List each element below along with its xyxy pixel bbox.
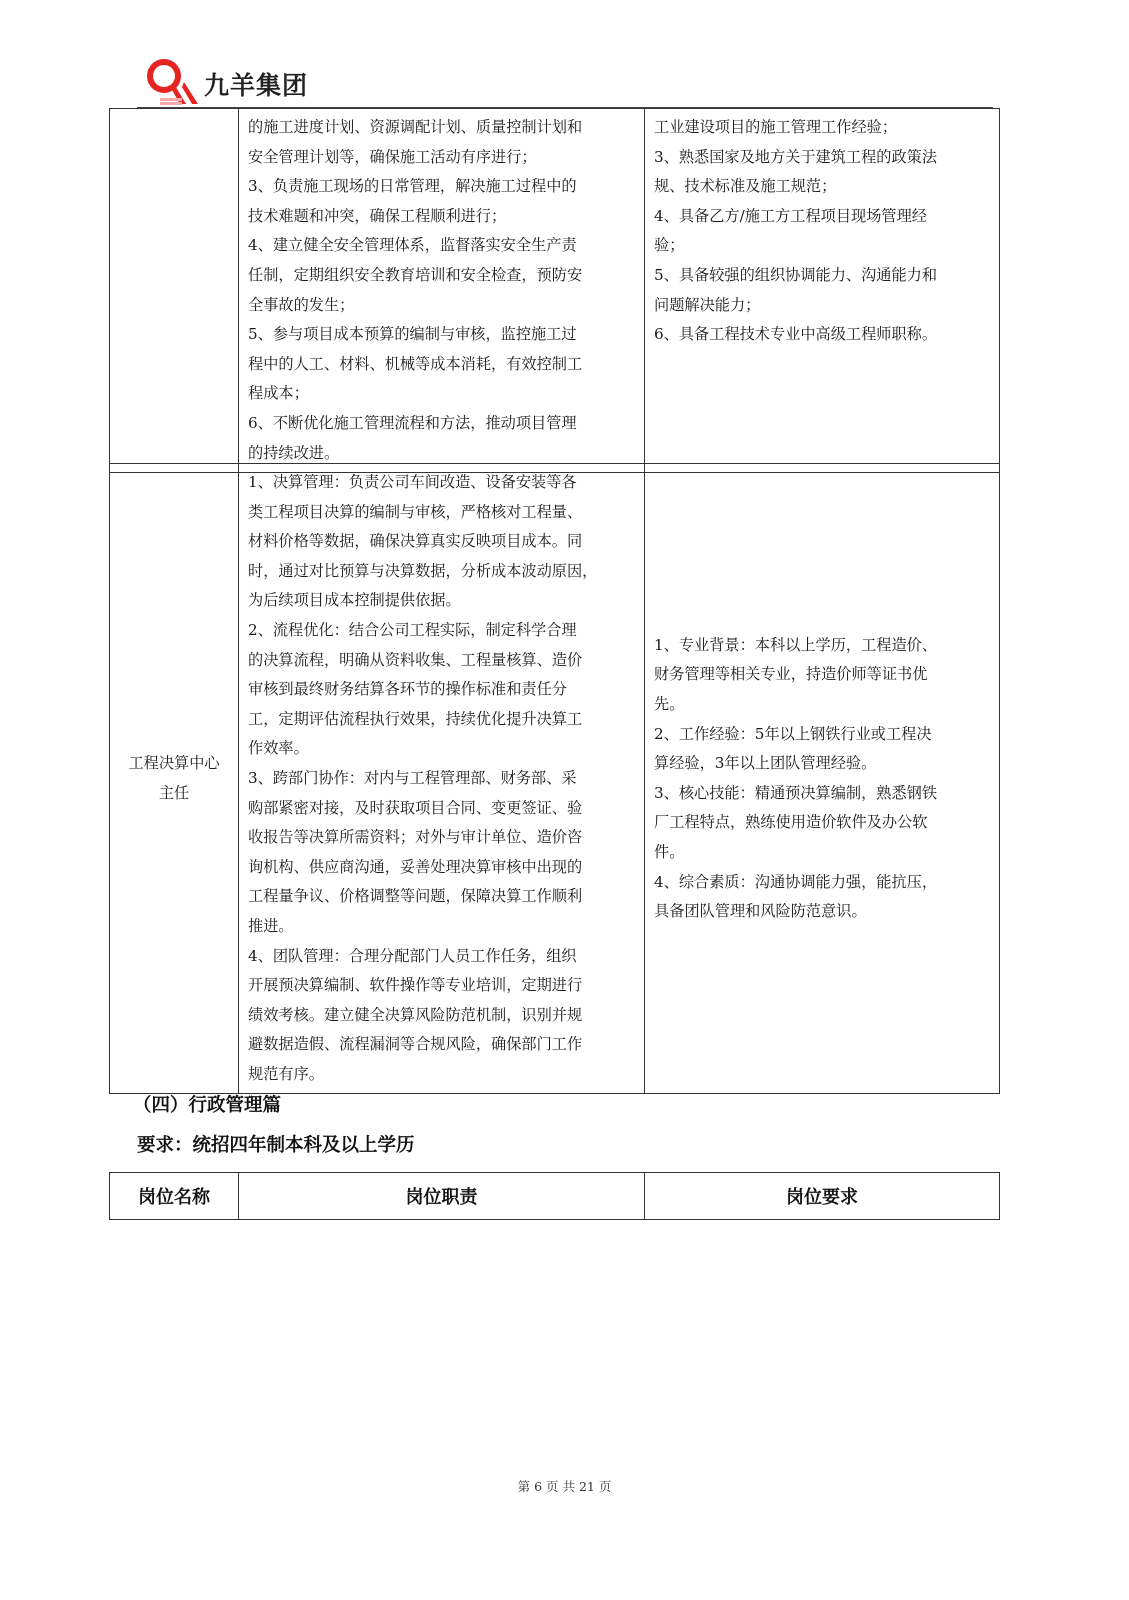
text-line: 规范有序。 <box>248 1064 324 1083</box>
header-requirements: 岗位要求 <box>645 1173 1000 1220</box>
text-line: 的施工进度计划、资源调配计划、质量控制计划和 <box>248 118 583 136</box>
text-line: 6、具备工程技术专业中高级工程师职称。 <box>654 325 938 344</box>
text-line: 作效率。 <box>248 739 309 758</box>
text-line: 5、具备较强的组织协调能力、沟通能力和 <box>654 265 938 284</box>
text-line: 3、熟悉国家及地方关于建筑工程的政策法 <box>654 147 938 166</box>
text-line: 财务管理等相关专业，持造价师等证书优 <box>654 665 928 684</box>
text-line: 审核到最终财务结算各环节的操作标准和责任分 <box>248 680 567 699</box>
text-line: 材料价格等数据，确保决算真实反映项目成本。同 <box>248 532 583 551</box>
table-header-row <box>110 1173 1000 1220</box>
table-row <box>110 109 1000 473</box>
position-name-cell <box>110 109 239 473</box>
text-line: 具备团队管理和风险防范意识。 <box>654 902 867 921</box>
duties-cell <box>239 109 645 473</box>
text-line: 安全管理计划等，确保施工活动有序进行； <box>248 147 537 166</box>
text-line: 4、建立健全安全管理体系，监督落实安全生产责 <box>248 236 577 255</box>
header-position-name: 岗位名称 <box>110 1173 239 1220</box>
text-line: 程中的人工、材料、机械等成本消耗，有效控制工 <box>248 354 583 373</box>
position-name-cell <box>110 464 239 1094</box>
text-line: 工业建设项目的施工管理工作经验； <box>654 118 897 136</box>
text-line: 3、核心技能：精通预决算编制，熟悉钢铁 <box>654 783 938 802</box>
position-name-line: 工程决算中心 <box>128 754 220 773</box>
admin-positions-table-header <box>109 1172 1000 1220</box>
text-line: 1、专业背景：本科以上学历，工程造价、 <box>654 635 938 654</box>
text-line: 程成本； <box>248 384 309 403</box>
page-number: 第 6 页 共 21 页 <box>517 1479 612 1494</box>
text-line: 算经验，3年以上团队管理经验。 <box>654 754 877 773</box>
text-line: 4、具备乙方/施工方工程项目现场管理经 <box>654 206 927 225</box>
page-header <box>140 54 308 108</box>
section-title: （四）行政管理篇 <box>133 1095 282 1116</box>
positions-table-settlement <box>109 463 1000 1094</box>
text-line: 工程量争议、价格调整等问题，保障决算工作顺利 <box>248 887 583 906</box>
header-duties: 岗位职责 <box>239 1173 645 1220</box>
requirements-cell <box>645 464 1000 1094</box>
table-row <box>110 464 1000 1094</box>
positions-table-continued <box>109 108 1000 473</box>
text-line: 问题解决能力； <box>654 295 761 314</box>
text-line: 的持续改进。 <box>248 443 340 462</box>
text-line: 绩效考核。建立健全决算风险防范机制，识别并规 <box>248 1005 583 1024</box>
text-line: 工，定期评估流程执行效果，持续优化提升决算工 <box>248 709 583 728</box>
text-line: 件。 <box>654 842 685 861</box>
text-line: 全事故的发生； <box>248 295 355 314</box>
company-logo-icon <box>140 54 202 108</box>
text-line: 时，通过对比预算与决算数据，分析成本波动原因， <box>248 561 598 580</box>
text-line: 4、团队管理：合理分配部门人员工作任务，组织 <box>248 946 577 965</box>
company-name: 九羊集团 <box>204 71 309 100</box>
text-line: 2、流程优化：结合公司工程实际，制定科学合理 <box>248 620 577 639</box>
duties-cell <box>239 464 645 1094</box>
text-line: 5、参与项目成本预算的编制与审核，监控施工过 <box>248 325 577 344</box>
text-line: 6、不断优化施工管理流程和方法，推动项目管理 <box>248 413 577 432</box>
text-line: 任制，定期组织安全教育培训和安全检查，预防安 <box>248 265 583 284</box>
requirements-cell <box>645 109 1000 473</box>
text-line: 规、技术标准及施工规范； <box>654 177 837 196</box>
text-line: 4、综合素质：沟通协调能力强，能抗压， <box>654 872 938 891</box>
text-line: 2、工作经验：5年以上钢铁行业或工程决 <box>654 724 932 743</box>
text-line: 类工程项目决算的编制与审核，严格核对工程量、 <box>248 502 583 521</box>
text-line: 购部紧密对接，及时获取项目合同、变更签证、验 <box>248 798 583 817</box>
text-line: 询机构、供应商沟通，妥善处理决算审核中出现的 <box>248 857 583 876</box>
text-line: 避数据造假、流程漏洞等合规风险，确保部门工作 <box>248 1035 583 1054</box>
text-line: 为后续项目成本控制提供依据。 <box>248 591 461 610</box>
text-line: 推进。 <box>248 916 294 935</box>
text-line: 3、负责施工现场的日常管理，解决施工过程中的 <box>248 177 577 196</box>
text-line: 收报告等决算所需资料；对外与审计单位、造价咨 <box>248 828 583 847</box>
text-line: 1、决算管理：负责公司车间改造、设备安装等各 <box>248 473 577 491</box>
text-line: 3、跨部门协作：对内与工程管理部、财务部、采 <box>248 768 577 787</box>
text-line: 的决算流程，明确从资料收集、工程量核算、造价 <box>248 650 583 669</box>
text-line: 先。 <box>654 694 685 713</box>
position-name-line: 主任 <box>158 783 190 802</box>
text-line: 开展预决算编制、软件操作等专业培训，定期进行 <box>248 976 583 995</box>
text-line: 技术难题和冲突，确保工程顺利进行； <box>248 206 507 225</box>
text-line: 厂工程特点，熟练使用造价软件及办公软 <box>654 813 928 832</box>
text-line: 验； <box>654 236 685 255</box>
section-requirement: 要求：统招四年制本科及以上学历 <box>137 1135 415 1156</box>
